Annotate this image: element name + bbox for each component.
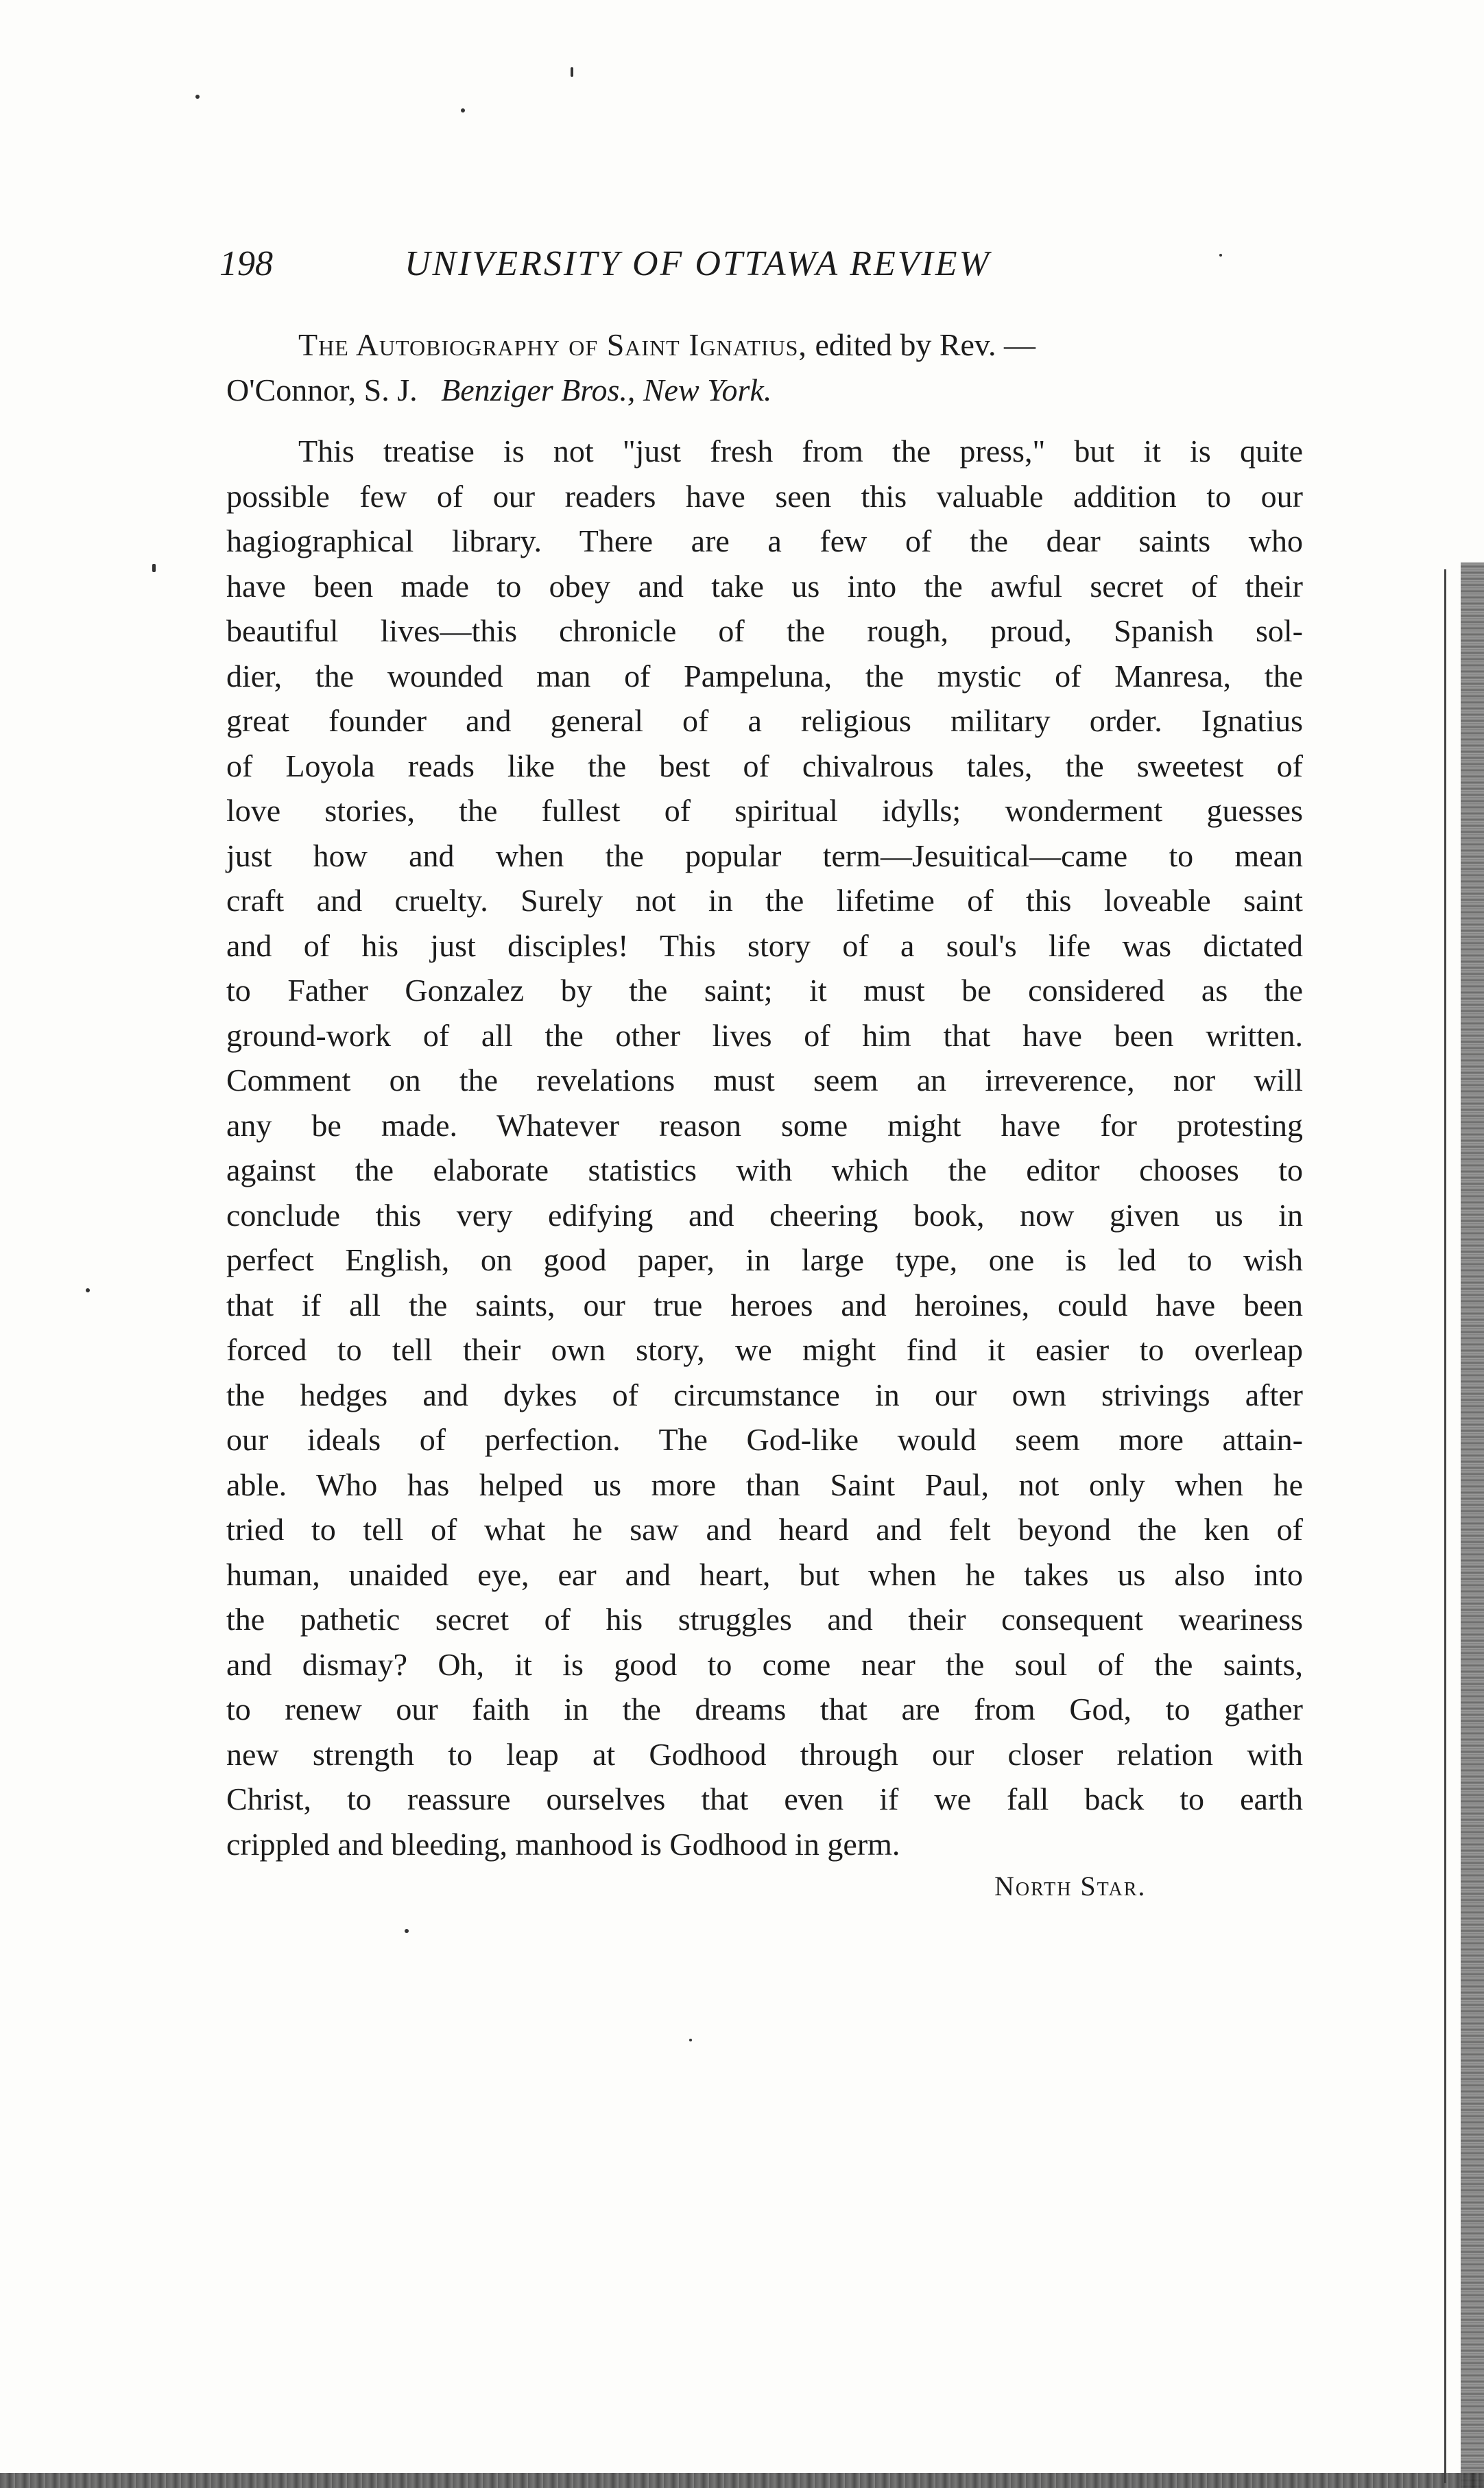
body-line: and dismay? Oh, it is good to come near the soul of the saints, [226, 1646, 1303, 1682]
body-line: This treatise is not "just fresh from the press," but it is quite [298, 434, 1303, 469]
body-line: craft and cruelty. Surely not in the lifetime of this loveable saint [226, 883, 1303, 918]
page-bottom-band [0, 2473, 1484, 2488]
scan-speck [86, 1288, 90, 1292]
review-heading-line [226, 368, 1303, 413]
book-title: The Autobiography of Saint Ignatius, [298, 327, 807, 362]
body-line: just how and when the popular term—Jesuitical—came to mean [226, 838, 1303, 873]
body-line: and of his just disciples! This story of a soul's life was dictated [226, 927, 1303, 963]
body-line: new strength to leap at Godhood through our closer relation with [226, 1736, 1303, 1772]
page-number: 198 [219, 244, 273, 283]
body-line: tried to tell of what he saw and heard and felt beyond the ken of [226, 1512, 1303, 1547]
body-line: any be made. Whatever reason some might have for protesting [226, 1107, 1303, 1143]
body-line: against the elaborate statistics with which the editor chooses to [226, 1152, 1303, 1187]
body-line: crippled and bleeding, manhood is Godhood in germ. [226, 1826, 900, 1862]
scan-speck [461, 108, 465, 112]
body-line: conclude this very edifying and cheering book, now given us in [226, 1197, 1303, 1233]
review-heading [226, 322, 1303, 413]
body-line: great founder and general of a religious military order. Ignatius [226, 703, 1303, 738]
body-line: love stories, the fullest of spiritual idylls; wonderment guesses [226, 793, 1303, 828]
body-line: to Father Gonzalez by the saint; it must be considered as the [226, 973, 1303, 1008]
review-heading-line [226, 322, 1303, 368]
edited-by: edited by Rev. — [815, 327, 1036, 362]
body-line: that if all the saints, our true heroes and heroines, could have been [226, 1287, 1303, 1323]
publisher: Benziger Bros., New York. [441, 372, 772, 407]
page-edge-shadow [1461, 562, 1484, 2488]
author-signature: North Star. [994, 1871, 1147, 1901]
body-line: Comment on the revelations must seem an irreverence, nor will [226, 1063, 1303, 1098]
body-line: the pathetic secret of his struggles and their consequent weariness [226, 1602, 1303, 1637]
body-line: Christ, to reassure ourselves that even if we fall back to earth [226, 1781, 1303, 1816]
editor-name: O'Connor, S. J. [226, 372, 418, 407]
running-head [219, 237, 1289, 292]
scan-speck [1219, 254, 1222, 257]
scan-speck [195, 95, 200, 99]
page-edge-line [1444, 569, 1446, 2483]
body-line: have been made to obey and take us into the awful secret of their [226, 568, 1303, 604]
body-line: beautiful lives—this chronicle of the rough, proud, Spanish sol- [226, 613, 1303, 648]
scan-speck [152, 564, 156, 572]
body-line: to renew our faith in the dreams that are from God, to gather [226, 1692, 1303, 1727]
body-line: possible few of our readers have seen this valuable addition to our [226, 478, 1303, 514]
body-line: perfect English, on good paper, in large type, one is led to wish [226, 1242, 1303, 1277]
body-line: forced to tell their own story, we might find it easier to overleap [226, 1332, 1303, 1367]
review-body [226, 429, 1303, 1867]
body-line: our ideals of perfection. The God-like would seem more attain- [226, 1422, 1303, 1457]
scan-speck [571, 67, 573, 77]
scan-speck [689, 2039, 692, 2041]
body-line: human, unaided eye, ear and heart, but when he takes us also into [226, 1556, 1303, 1592]
body-line: of Loyola reads like the best of chivalrous tales, the sweetest of [226, 748, 1303, 783]
body-line: dier, the wounded man of Pampeluna, the mystic of Manresa, the [226, 658, 1303, 694]
journal-title: UNIVERSITY OF OTTAWA REVIEW [405, 244, 991, 283]
body-line: ground-work of all the other lives of him that have been written. [226, 1017, 1303, 1053]
body-line: hagiographical library. There are a few of the dear saints who [226, 523, 1303, 558]
body-line: the hedges and dykes of circumstance in our own strivings after [226, 1377, 1303, 1412]
scan-speck [405, 1929, 409, 1933]
body-line: able. Who has helped us more than Saint Paul, not only when he [226, 1467, 1303, 1502]
